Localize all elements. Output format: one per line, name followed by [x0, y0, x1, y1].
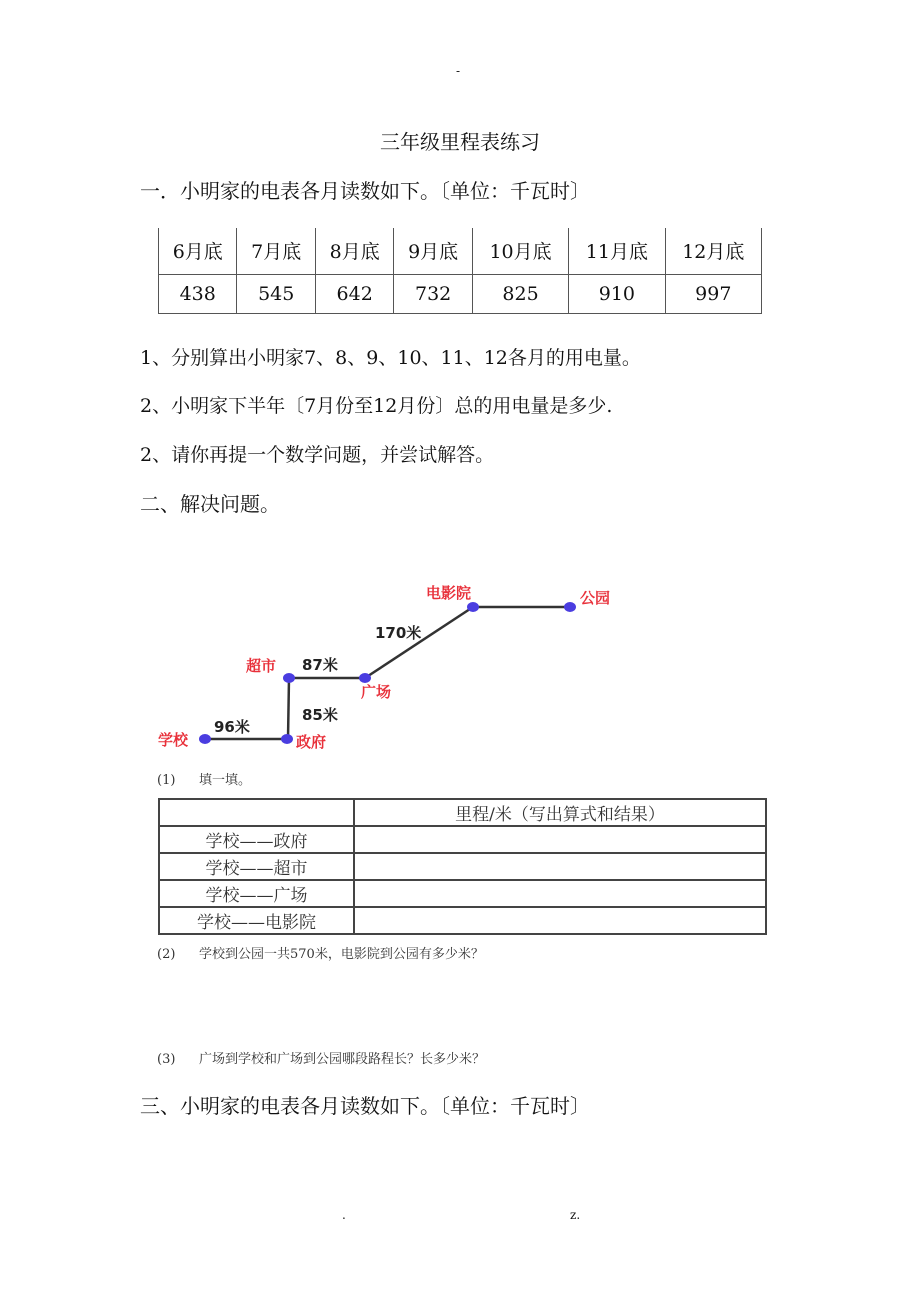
table-cell: 997 [665, 274, 761, 313]
table-header-cell: 里程/米（写出算式和结果） [354, 799, 766, 826]
table-header-cell: 10月底 [472, 228, 568, 274]
table-header-cell: 8月底 [315, 228, 393, 274]
distance-label: 170米 [375, 624, 422, 642]
table-cell: 545 [237, 274, 315, 313]
question-2: 2、小明家下半年〔7月份至12月份〕总的用电量是多少. [140, 395, 613, 417]
route-line [288, 678, 289, 739]
table-cell: 438 [159, 274, 237, 313]
question-1: 1、分别算出小明家7、8、9、10、11、12各月的用电量。 [140, 347, 641, 369]
section1-heading: 一．小明家的电表各月读数如下。〔单位：千瓦时〕 [140, 179, 590, 203]
table-cell: 642 [315, 274, 393, 313]
table-cell: 825 [472, 274, 568, 313]
answer-cell[interactable] [354, 826, 766, 853]
node-supermarket [283, 673, 295, 683]
table-cell: 学校——广场 [159, 880, 354, 907]
node-cinema [467, 602, 479, 612]
place-label: 广场 [361, 683, 392, 701]
place-label: 电影院 [426, 584, 472, 602]
distance-label: 85米 [302, 706, 338, 724]
header-mark: - [456, 64, 461, 78]
table-header-cell: 7月底 [237, 228, 315, 274]
distance-label: 87米 [302, 656, 338, 674]
table-cell: 学校——电影院 [159, 907, 354, 934]
answer-cell[interactable] [354, 907, 766, 934]
route-line [365, 607, 473, 678]
page-title: 三年级里程表练习 [380, 130, 540, 154]
distance-label: 96米 [214, 718, 250, 736]
table-header-cell [159, 799, 354, 826]
table-header-cell: 6月底 [159, 228, 237, 274]
subquestion-number: (2) [157, 947, 176, 962]
subquestion-1 [157, 769, 251, 788]
section3-heading: 三、小明家的电表各月读数如下。〔单位：千瓦时〕 [140, 1094, 590, 1118]
table-cell: 910 [569, 274, 665, 313]
table-header-row [159, 799, 766, 826]
table-header-cell: 12月底 [665, 228, 761, 274]
table-cell: 学校——超市 [159, 853, 354, 880]
table-cell: 732 [394, 274, 472, 313]
place-label: 学校 [158, 731, 189, 749]
table-header-cell: 11月底 [569, 228, 665, 274]
place-label: 政府 [296, 733, 327, 751]
subquestion-3 [157, 1048, 485, 1067]
subquestion-2 [157, 943, 484, 962]
subquestion-number: (3) [157, 1052, 176, 1067]
answer-cell[interactable] [354, 853, 766, 880]
subquestion-text: 广场到学校和广场到公园哪段路程长？长多少米？ [199, 1052, 486, 1067]
question-3: 2、请你再提一个数学问题，并尝试解答。 [140, 444, 495, 466]
footer-left: . [342, 1208, 346, 1222]
node-government [281, 734, 293, 744]
table-row [159, 880, 766, 907]
subquestion-text: 填一填。 [199, 773, 252, 788]
footer-right: z. [570, 1208, 581, 1222]
node-park [564, 602, 576, 612]
table-row [159, 907, 766, 934]
distance-table [158, 798, 767, 935]
section2-heading: 二、解决问题。 [140, 492, 280, 516]
table-row [159, 826, 766, 853]
place-label: 公园 [580, 589, 611, 607]
answer-cell[interactable] [354, 880, 766, 907]
subquestion-text: 学校到公园一共570米，电影院到公园有多少米？ [199, 947, 484, 962]
table-cell: 学校——政府 [159, 826, 354, 853]
table-row [159, 853, 766, 880]
place-label: 超市 [246, 657, 277, 675]
node-square [359, 673, 371, 683]
subquestion-number: (1) [157, 773, 176, 788]
table-header-cell: 9月底 [394, 228, 472, 274]
node-school [199, 734, 211, 744]
